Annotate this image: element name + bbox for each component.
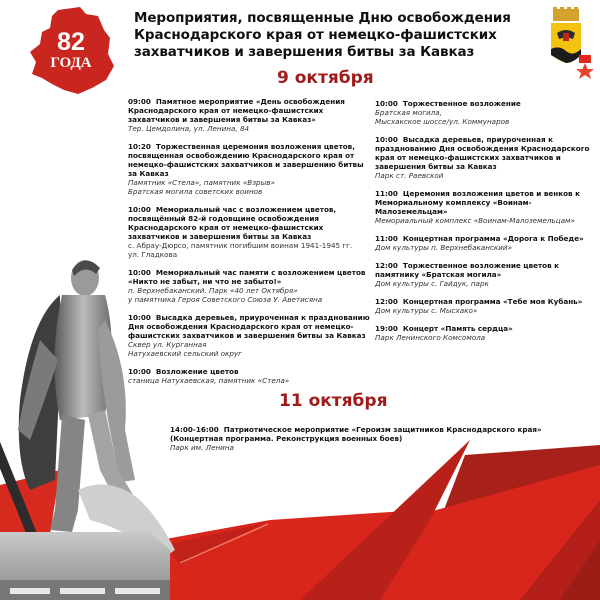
event-item bbox=[375, 324, 597, 342]
event-item bbox=[375, 297, 597, 315]
event-item bbox=[128, 205, 373, 259]
event-title: Памятное мероприятие «День освобождения Краснодарского края от немецко-фашистских захватчиков и завершения битвы за Кавказ» bbox=[128, 97, 345, 124]
event-place: Дом культуры с. Гайдук, парк bbox=[375, 279, 489, 288]
event-item bbox=[375, 135, 597, 180]
event-item bbox=[128, 367, 373, 385]
event-time: 19:00 bbox=[375, 324, 398, 333]
event-title: Церемония возложения цветов и венков к Мемориальному комплексу «Воинам- Малоземельцам» bbox=[375, 189, 580, 216]
event-place: Братская могила, bbox=[375, 108, 442, 117]
event-time: 10:00 bbox=[128, 313, 151, 322]
event-title: Концертная программа «Тебе моя Кубань» bbox=[402, 297, 583, 306]
event-time: 10:00 bbox=[128, 205, 151, 214]
region-82-years-logo bbox=[28, 4, 106, 96]
event-title: Торжественное возложение цветов к памятнику «Братская могила» bbox=[375, 261, 560, 279]
event-place: Натухаевский сельский округ bbox=[128, 349, 242, 358]
event-time: 10:00 bbox=[375, 99, 398, 108]
event-place: Мысхакское шоссе/ул. Коммунаров bbox=[375, 117, 510, 126]
event-place: у памятника Героя Советского Союза У. Аветисяна bbox=[128, 295, 323, 304]
event-time: 12:00 bbox=[375, 261, 398, 270]
event-item bbox=[128, 268, 373, 304]
novorossiysk-coat-of-arms-icon bbox=[545, 7, 595, 79]
event-title: Возложение цветов bbox=[155, 367, 239, 376]
event-title: Мемориальный час памяти с возложением цветов «Никто не забыт, ни что не забыто!» bbox=[128, 268, 366, 286]
event-place: Парк им. Ленина bbox=[170, 443, 234, 452]
day-heading-oct-11: 11 октября bbox=[279, 391, 388, 411]
day-heading-oct-9: 9 октября bbox=[277, 68, 374, 88]
event-place: с. Абрау-Дюрсо, памятник погибшим воинам 1941-1945 гг. bbox=[128, 241, 353, 250]
event-time: 11:00 bbox=[375, 189, 398, 198]
event-time: 09:00 bbox=[128, 97, 151, 106]
title-line: Краснодарского края от немецко-фашистских bbox=[134, 27, 497, 43]
event-item bbox=[128, 142, 373, 196]
event-title: Концертная программа «Дорога к Победе» bbox=[402, 234, 584, 243]
events-day2 bbox=[170, 425, 595, 461]
page-title bbox=[134, 10, 534, 61]
event-item bbox=[128, 97, 373, 133]
event-item bbox=[128, 313, 373, 358]
event-time: 10:00 bbox=[128, 367, 151, 376]
events-right-column bbox=[375, 99, 597, 351]
event-title: Мемориальный час с возложением цветов, посвящённый 82-й годовщине освобождения Краснодарского края от немецко-фашистских захватчиков и завершения битвы за Кавказ bbox=[128, 205, 337, 241]
event-place: Братская могила советских воинов bbox=[128, 187, 263, 196]
event-place: Мемориальный комплекс «Воинам-Малоземельцам» bbox=[375, 216, 575, 225]
event-place: Сквер ул. Курганная bbox=[128, 340, 207, 349]
event-place: Парк Ленинского Комсомола bbox=[375, 333, 486, 342]
event-place: станица Натухаевская, памятник «Стела» bbox=[128, 376, 290, 385]
event-time: 11:00 bbox=[375, 234, 398, 243]
event-time: 14:00-16:00 bbox=[170, 425, 219, 434]
event-item bbox=[375, 99, 597, 126]
event-place: Памятник «Стела», памятник «Взрыв» bbox=[128, 178, 275, 187]
events-left-column bbox=[128, 97, 373, 394]
event-place: Дом культуры с. Мысхако» bbox=[375, 306, 478, 315]
event-time: 12:00 bbox=[375, 297, 398, 306]
years-word: ГОДА bbox=[50, 55, 92, 71]
event-time: 10:20 bbox=[128, 142, 151, 151]
event-place: Парк ст. Раевской bbox=[375, 171, 444, 180]
event-title: Торжественная церемония возложения цветов, посвященная освобождению Краснодарского края от немецко-фашистских захватчиков и завершению битвы за Кавказ bbox=[128, 142, 364, 178]
title-line: захватчиков и завершения битвы за Кавказ bbox=[134, 44, 475, 60]
event-item bbox=[375, 261, 597, 288]
event-item bbox=[375, 189, 597, 225]
event-place: Тер. Цемдолина, ул. Ленина, 84 bbox=[128, 124, 250, 133]
event-place: п. Верхнебаканский. Парк «40 лет Октября» bbox=[128, 286, 298, 295]
event-title: Торжественное возложение bbox=[402, 99, 521, 108]
event-title: Высадка деревьев, приуроченная к празднованию Дня освобождения Краснодарского края от немецко-фашистских захватчиков и завершения битвы за Кавказ bbox=[375, 135, 590, 171]
title-line: Мероприятия, посвященные Дню освобождения bbox=[134, 10, 511, 26]
event-title: Высадка деревьев, приуроченная к празднованию Дня освобождения Краснодарского края от немецко-фашистских захватчиков и завершения битвы за Кавказ bbox=[128, 313, 370, 340]
years-number: 82 bbox=[57, 28, 85, 56]
event-item bbox=[170, 425, 595, 452]
event-time: 10:00 bbox=[128, 268, 151, 277]
event-title: Концерт «Память сердца» bbox=[402, 324, 513, 333]
event-item bbox=[375, 234, 597, 252]
event-title: Патриотическое мероприятие «Героизм защитников Краснодарского края» (Концертная программа. Реконструкция военных боев) bbox=[170, 425, 542, 443]
event-time: 10:00 bbox=[375, 135, 398, 144]
event-place: Дом культуры п. Верхнебаканский» bbox=[375, 243, 513, 252]
event-place: ул. Гладкова bbox=[128, 250, 178, 259]
